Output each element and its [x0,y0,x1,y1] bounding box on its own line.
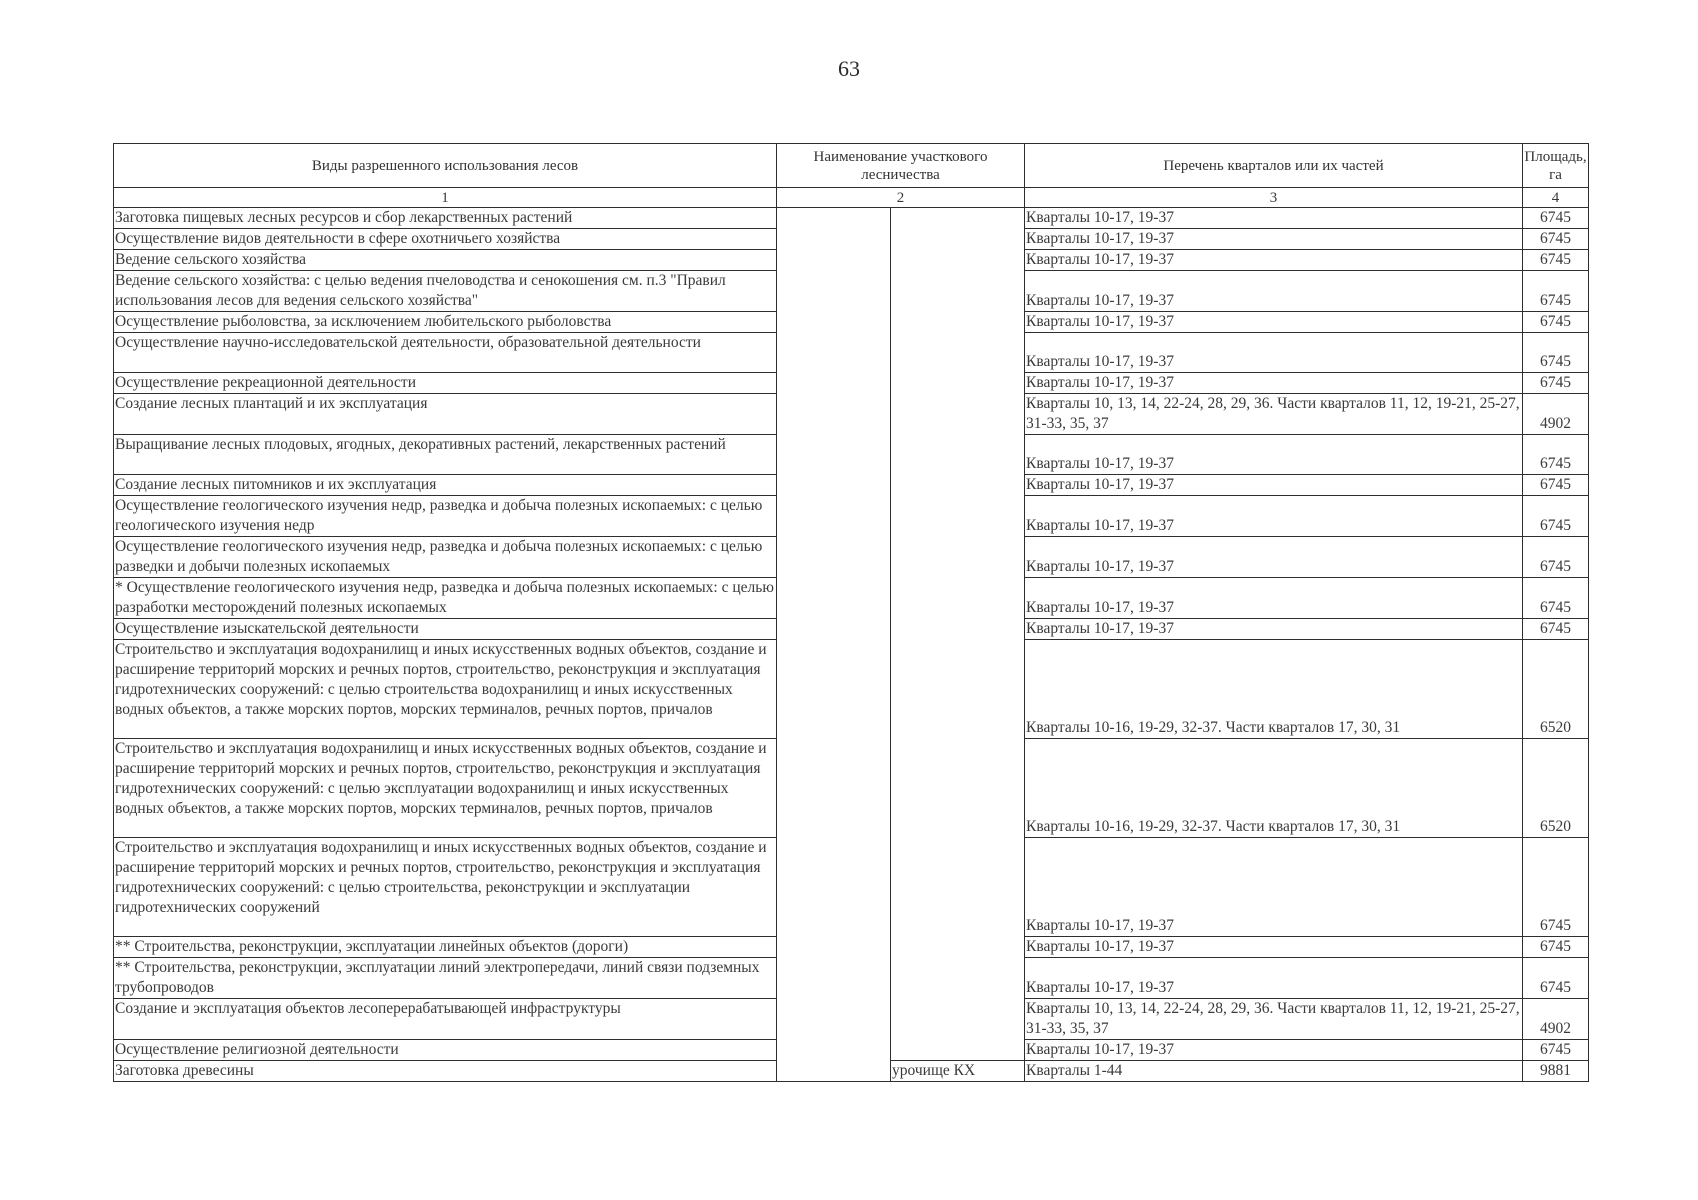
table-row [114,373,1589,394]
quarters-cell: Кварталы 10-17, 19-37 [1025,838,1523,937]
district-cell [777,578,891,619]
tract-cell [891,250,1025,271]
table-row [114,1061,1589,1082]
table-row [114,250,1589,271]
district-cell [777,537,891,578]
tract-cell [891,537,1025,578]
table-row [114,208,1589,229]
tract-cell [891,739,1025,838]
district-cell [777,937,891,958]
area-cell: 6745 [1523,475,1589,496]
forest-use-kind-cell: Осуществление геологического изучения недр, разведка и добыча полезных ископаемых: с целью разведки и добычи полезных ископаемых [114,537,777,578]
table-row [114,619,1589,640]
quarters-cell: Кварталы 10-17, 19-37 [1025,475,1523,496]
area-cell: 6745 [1523,250,1589,271]
area-cell: 6745 [1523,578,1589,619]
page-number: 63 [838,56,860,81]
column-number: 4 [1523,188,1589,208]
forest-use-kind-cell: Осуществление религиозной деятельности [114,1040,777,1061]
district-cell [777,394,891,435]
column-number: 1 [114,188,777,208]
district-cell [777,999,891,1040]
quarters-cell: Кварталы 10-17, 19-37 [1025,229,1523,250]
district-cell [777,1061,891,1082]
tract-cell [891,208,1025,229]
area-cell: 6745 [1523,312,1589,333]
forest-use-kind-cell: ** Строительства, реконструкции, эксплуатации линий электропередачи, линий связи подземных трубопроводов [114,958,777,999]
tract-cell [891,312,1025,333]
tract-cell: урочище КХ [891,1061,1025,1082]
area-cell: 4902 [1523,999,1589,1040]
quarters-cell: Кварталы 10-17, 19-37 [1025,1040,1523,1061]
table-row [114,394,1589,435]
quarters-cell: Кварталы 10-17, 19-37 [1025,958,1523,999]
area-cell: 6745 [1523,435,1589,475]
area-cell: 6520 [1523,739,1589,838]
quarters-cell: Кварталы 10-17, 19-37 [1025,619,1523,640]
quarters-cell: Кварталы 10-17, 19-37 [1025,333,1523,373]
forest-use-table [113,143,1589,1082]
table-row [114,475,1589,496]
table-row [114,1040,1589,1061]
table-row [114,640,1589,739]
tract-cell [891,999,1025,1040]
quarters-cell: Кварталы 10-17, 19-37 [1025,208,1523,229]
header-area: Площадь, га [1523,144,1589,188]
forest-use-kind-cell: Строительство и эксплуатация водохранилищ и иных искусственных водных объектов, создание и расширение территорий морских и речных портов, строительство, реконструкция и эксплуатация гидротехнических сооружений: с целью строительства, реконструкции и эксплуатации гидротехнических сооружений [114,838,777,937]
quarters-cell: Кварталы 10-17, 19-37 [1025,435,1523,475]
forest-use-kind-cell: Осуществление научно-исследовательской деятельности, образовательной деятельности [114,333,777,373]
district-cell [777,333,891,373]
forest-use-kind-cell: * Осуществление геологического изучения недр, разведка и добыча полезных ископаемых: с целью разработки месторождений полезных ископаемых [114,578,777,619]
area-cell: 6745 [1523,208,1589,229]
tract-cell [891,435,1025,475]
tract-cell [891,838,1025,937]
table-row [114,838,1589,937]
column-number: 2 [777,188,1025,208]
tract-cell [891,496,1025,537]
district-cell [777,739,891,838]
quarters-cell: Кварталы 10-17, 19-37 [1025,373,1523,394]
header-forest-use-kind: Виды разрешенного использования лесов [114,144,777,188]
forest-use-kind-cell: Заготовка пищевых лесных ресурсов и сбор лекарственных растений [114,208,777,229]
tract-cell [891,640,1025,739]
table-row [114,496,1589,537]
district-cell [777,958,891,999]
district-cell [777,640,891,739]
forest-use-kind-cell: Заготовка древесины [114,1061,777,1082]
table-row [114,578,1589,619]
district-cell [777,312,891,333]
quarters-cell: Кварталы 10-17, 19-37 [1025,271,1523,312]
district-cell [777,619,891,640]
quarters-cell: Кварталы 1-44 [1025,1061,1523,1082]
area-cell: 6745 [1523,1040,1589,1061]
header-district-name: Наименование участкового лесничества [777,144,1025,188]
table-row [114,229,1589,250]
table-row [114,937,1589,958]
quarters-cell: Кварталы 10-17, 19-37 [1025,937,1523,958]
tract-cell [891,394,1025,435]
district-cell [777,250,891,271]
area-cell: 6745 [1523,958,1589,999]
district-cell [777,208,891,229]
area-cell: 6745 [1523,271,1589,312]
table-body [114,208,1589,1082]
forest-use-kind-cell: Осуществление видов деятельности в сфере охотничьего хозяйства [114,229,777,250]
tract-cell [891,333,1025,373]
tract-cell [891,958,1025,999]
table-row [114,958,1589,999]
column-number: 3 [1025,188,1523,208]
quarters-cell: Кварталы 10, 13, 14, 22-24, 28, 29, 36. Части кварталов 11, 12, 19-21, 25-27, 31-33, 35, 37 [1025,999,1523,1040]
tract-cell [891,619,1025,640]
area-cell: 6520 [1523,640,1589,739]
district-cell [777,229,891,250]
area-cell: 6745 [1523,838,1589,937]
quarters-cell: Кварталы 10, 13, 14, 22-24, 28, 29, 36. Части кварталов 11, 12, 19-21, 25-27, 31-33, 35, 37 [1025,394,1523,435]
area-cell: 6745 [1523,333,1589,373]
area-cell: 6745 [1523,496,1589,537]
district-cell [777,838,891,937]
forest-use-kind-cell: Осуществление геологического изучения недр, разведка и добыча полезных ископаемых: с целью геологического изучения недр [114,496,777,537]
area-cell: 6745 [1523,229,1589,250]
forest-use-kind-cell: Строительство и эксплуатация водохранилищ и иных искусственных водных объектов, создание и расширение территорий морских и речных портов, строительство, реконструкция и эксплуатация гидротехнических сооружений: с целью строительства водохранилищ и иных искусственных водных объектов, а также морских портов, морских терминалов, речных портов, причалов [114,640,777,739]
area-cell: 6745 [1523,537,1589,578]
area-cell: 6745 [1523,373,1589,394]
district-cell [777,435,891,475]
table-row [114,271,1589,312]
district-cell [777,1040,891,1061]
forest-use-kind-cell: Осуществление рекреационной деятельности [114,373,777,394]
quarters-cell: Кварталы 10-17, 19-37 [1025,537,1523,578]
tract-cell [891,937,1025,958]
forest-use-kind-cell: Строительство и эксплуатация водохранилищ и иных искусственных водных объектов, создание и расширение территорий морских и речных портов, строительство, реконструкция и эксплуатация гидротехнических сооружений: с целью эксплуатации водохранилищ и иных искусственных водных объектов, а также морских портов, морских терминалов, речных портов, причалов [114,739,777,838]
quarters-cell: Кварталы 10-17, 19-37 [1025,578,1523,619]
forest-use-kind-cell: Выращивание лесных плодовых, ягодных, декоративных растений, лекарственных растений [114,435,777,475]
tract-cell [891,578,1025,619]
forest-use-kind-cell: Осуществление рыболовства, за исключением любительского рыболовства [114,312,777,333]
quarters-cell: Кварталы 10-17, 19-37 [1025,250,1523,271]
area-cell: 6745 [1523,619,1589,640]
quarters-cell: Кварталы 10-17, 19-37 [1025,496,1523,537]
area-cell: 9881 [1523,1061,1589,1082]
table-row [114,333,1589,373]
tract-cell [891,475,1025,496]
header-quarters-list: Перечень кварталов или их частей [1025,144,1523,188]
quarters-cell: Кварталы 10-17, 19-37 [1025,312,1523,333]
district-cell [777,496,891,537]
quarters-cell: Кварталы 10-16, 19-29, 32-37. Части кварталов 17, 30, 31 [1025,739,1523,838]
table-header-row [114,144,1589,188]
table-row [114,435,1589,475]
forest-use-kind-cell: Ведение сельского хозяйства: с целью ведения пчеловодства и сенокошения см. п.3 "Правил использования лесов для ведения сельского хозяйства" [114,271,777,312]
forest-use-kind-cell: ** Строительства, реконструкции, эксплуатации линейных объектов (дороги) [114,937,777,958]
area-cell: 4902 [1523,394,1589,435]
forest-use-kind-cell: Создание лесных плантаций и их эксплуатация [114,394,777,435]
quarters-cell: Кварталы 10-16, 19-29, 32-37. Части кварталов 17, 30, 31 [1025,640,1523,739]
table-row [114,739,1589,838]
district-cell [777,373,891,394]
forest-use-kind-cell: Ведение сельского хозяйства [114,250,777,271]
column-number-row [114,188,1589,208]
tract-cell [891,271,1025,312]
forest-use-kind-cell: Осуществление изыскательской деятельности [114,619,777,640]
table-row [114,312,1589,333]
tract-cell [891,373,1025,394]
district-cell [777,271,891,312]
table-row [114,537,1589,578]
forest-use-kind-cell: Создание и эксплуатация объектов лесоперерабатывающей инфраструктуры [114,999,777,1040]
forest-use-kind-cell: Создание лесных питомников и их эксплуатация [114,475,777,496]
area-cell: 6745 [1523,937,1589,958]
tract-cell [891,1040,1025,1061]
table-row [114,999,1589,1040]
district-cell [777,475,891,496]
tract-cell [891,229,1025,250]
